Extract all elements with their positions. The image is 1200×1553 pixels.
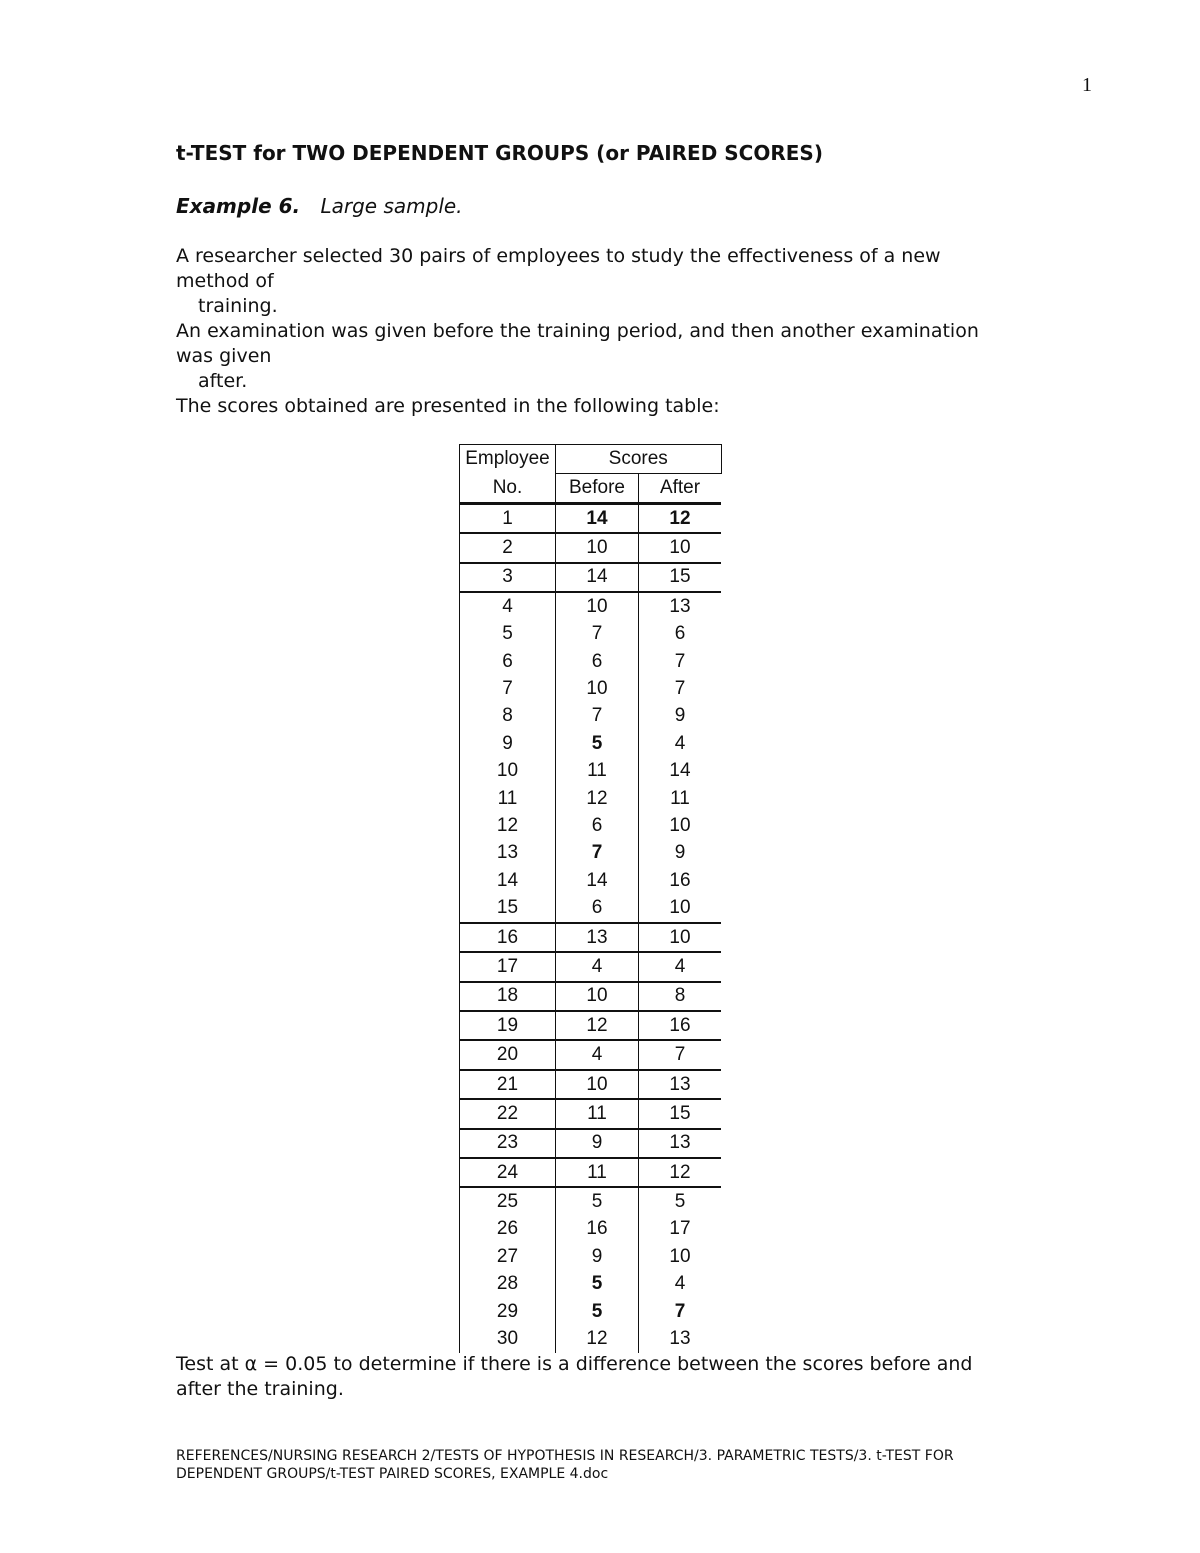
employee-no-cell: 29 — [460, 1298, 556, 1325]
before-score-cell: 9 — [556, 1243, 639, 1270]
table-row — [460, 703, 722, 730]
intro-line: after. — [198, 370, 248, 392]
after-score-cell: 10 — [639, 812, 722, 839]
header-employee: Employee — [460, 445, 556, 474]
employee-no-cell: 2 — [460, 533, 556, 562]
after-score-cell: 4 — [639, 952, 722, 981]
before-score-cell: 10 — [556, 592, 639, 620]
table-row — [460, 1011, 722, 1040]
before-score-cell: 14 — [556, 563, 639, 592]
after-score-cell: 4 — [639, 730, 722, 757]
table-row — [460, 592, 722, 620]
table-row — [460, 730, 722, 757]
before-score-cell: 7 — [556, 840, 639, 867]
employee-no-cell: 18 — [460, 982, 556, 1011]
table-row — [460, 1158, 722, 1187]
before-score-cell: 11 — [556, 1158, 639, 1187]
after-score-cell: 16 — [639, 867, 722, 894]
employee-no-cell: 23 — [460, 1129, 556, 1158]
after-score-cell: 5 — [639, 1187, 722, 1215]
after-score-cell: 11 — [639, 785, 722, 812]
after-score-cell: 13 — [639, 1325, 722, 1352]
before-score-cell: 10 — [556, 982, 639, 1011]
employee-no-cell: 30 — [460, 1325, 556, 1352]
intro-line: method of — [176, 270, 274, 292]
before-score-cell: 6 — [556, 648, 639, 675]
employee-no-cell: 6 — [460, 648, 556, 675]
page-title: t-TEST for TWO DEPENDENT GROUPS (or PAIRED SCORES) — [176, 141, 823, 165]
table-row — [460, 1187, 722, 1215]
employee-no-cell: 9 — [460, 730, 556, 757]
employee-no-cell: 5 — [460, 621, 556, 648]
after-score-cell: 4 — [639, 1271, 722, 1298]
after-score-cell: 10 — [639, 1243, 722, 1270]
footer-path — [176, 1447, 1076, 1483]
employee-no-cell: 19 — [460, 1011, 556, 1040]
before-score-cell: 5 — [556, 730, 639, 757]
after-score-cell: 9 — [639, 840, 722, 867]
table-row — [460, 812, 722, 839]
after-score-cell: 7 — [639, 1298, 722, 1325]
table-row — [460, 758, 722, 785]
employee-no-cell: 7 — [460, 675, 556, 702]
before-score-cell: 16 — [556, 1216, 639, 1243]
employee-no-cell: 12 — [460, 812, 556, 839]
after-score-cell: 13 — [639, 1129, 722, 1158]
intro-line: training. — [198, 295, 278, 317]
after-score-cell: 7 — [639, 675, 722, 702]
table-row — [460, 982, 722, 1011]
table-row — [460, 1243, 722, 1270]
employee-no-cell: 4 — [460, 592, 556, 620]
example-heading — [176, 194, 463, 218]
before-score-cell: 6 — [556, 812, 639, 839]
before-score-cell: 5 — [556, 1271, 639, 1298]
after-score-cell: 15 — [639, 1099, 722, 1128]
footer-line: DEPENDENT GROUPS/t-TEST PAIRED SCORES, EXAMPLE 4.doc — [176, 1466, 609, 1482]
example-label: Example 6. — [176, 194, 301, 218]
header-before: Before — [556, 474, 639, 504]
employee-no-cell: 25 — [460, 1187, 556, 1215]
employee-no-cell: 15 — [460, 894, 556, 922]
employee-no-cell: 24 — [460, 1158, 556, 1187]
table-row — [460, 1040, 722, 1069]
table-row — [460, 1325, 722, 1352]
before-score-cell: 5 — [556, 1298, 639, 1325]
employee-no-cell: 1 — [460, 504, 556, 534]
before-score-cell: 7 — [556, 621, 639, 648]
employee-no-cell: 3 — [460, 563, 556, 592]
table-row — [460, 1070, 722, 1099]
before-score-cell: 11 — [556, 1099, 639, 1128]
table-row — [460, 533, 722, 562]
example-subtitle: Large sample. — [320, 194, 463, 218]
table-row — [460, 952, 722, 981]
after-score-cell: 17 — [639, 1216, 722, 1243]
employee-no-cell: 26 — [460, 1216, 556, 1243]
table-row — [460, 1271, 722, 1298]
question-paragraph — [176, 1352, 1096, 1402]
after-score-cell: 14 — [639, 758, 722, 785]
header-after: After — [639, 474, 722, 504]
after-score-cell: 12 — [639, 1158, 722, 1187]
after-score-cell: 9 — [639, 703, 722, 730]
employee-no-cell: 13 — [460, 840, 556, 867]
table-row — [460, 1129, 722, 1158]
intro-line: was given — [176, 345, 272, 367]
intro-line: The scores obtained are presented in the following table: — [176, 395, 720, 417]
before-score-cell: 10 — [556, 675, 639, 702]
employee-no-cell: 10 — [460, 758, 556, 785]
after-score-cell: 10 — [639, 923, 722, 952]
table-row — [460, 675, 722, 702]
employee-no-cell: 17 — [460, 952, 556, 981]
table-row — [460, 894, 722, 922]
question-line: after the training. — [176, 1378, 344, 1400]
after-score-cell: 10 — [639, 894, 722, 922]
after-score-cell: 6 — [639, 621, 722, 648]
before-score-cell: 10 — [556, 1070, 639, 1099]
after-score-cell: 8 — [639, 982, 722, 1011]
before-score-cell: 14 — [556, 504, 639, 534]
after-score-cell: 13 — [639, 1070, 722, 1099]
header-no: No. — [460, 474, 556, 504]
intro-paragraph — [176, 244, 1096, 419]
table-row — [460, 867, 722, 894]
before-score-cell: 4 — [556, 952, 639, 981]
table-row — [460, 1099, 722, 1128]
table-row — [460, 504, 722, 534]
before-score-cell: 5 — [556, 1187, 639, 1215]
scores-table — [459, 444, 722, 1353]
after-score-cell: 13 — [639, 592, 722, 620]
before-score-cell: 10 — [556, 533, 639, 562]
employee-no-cell: 21 — [460, 1070, 556, 1099]
before-score-cell: 6 — [556, 894, 639, 922]
page-number: 1 — [1082, 74, 1092, 96]
after-score-cell: 15 — [639, 563, 722, 592]
after-score-cell: 7 — [639, 648, 722, 675]
employee-no-cell: 27 — [460, 1243, 556, 1270]
employee-no-cell: 22 — [460, 1099, 556, 1128]
table-row — [460, 563, 722, 592]
after-score-cell: 7 — [639, 1040, 722, 1069]
employee-no-cell: 16 — [460, 923, 556, 952]
after-score-cell: 12 — [639, 504, 722, 534]
intro-line: A researcher selected 30 pairs of employees to study the effectiveness of a new — [176, 245, 941, 267]
before-score-cell: 4 — [556, 1040, 639, 1069]
after-score-cell: 16 — [639, 1011, 722, 1040]
table-row — [460, 840, 722, 867]
intro-line: An examination was given before the training period, and then another examination — [176, 320, 979, 342]
employee-no-cell: 8 — [460, 703, 556, 730]
table-row — [460, 785, 722, 812]
table-row — [460, 1216, 722, 1243]
before-score-cell: 12 — [556, 785, 639, 812]
before-score-cell: 14 — [556, 867, 639, 894]
footer-line: REFERENCES/NURSING RESEARCH 2/TESTS OF HYPOTHESIS IN RESEARCH/3. PARAMETRIC TESTS/3. t-TEST FOR — [176, 1448, 954, 1464]
before-score-cell: 13 — [556, 923, 639, 952]
table-row — [460, 923, 722, 952]
employee-no-cell: 11 — [460, 785, 556, 812]
before-score-cell: 12 — [556, 1325, 639, 1352]
header-scores: Scores — [556, 445, 722, 474]
before-score-cell: 7 — [556, 703, 639, 730]
before-score-cell: 9 — [556, 1129, 639, 1158]
question-line: Test at α = 0.05 to determine if there is a difference between the scores before and — [176, 1353, 973, 1375]
table-row — [460, 648, 722, 675]
table-row — [460, 621, 722, 648]
before-score-cell: 12 — [556, 1011, 639, 1040]
table-row — [460, 1298, 722, 1325]
table-header-row — [460, 445, 722, 474]
before-score-cell: 11 — [556, 758, 639, 785]
employee-no-cell: 14 — [460, 867, 556, 894]
employee-no-cell: 28 — [460, 1271, 556, 1298]
employee-no-cell: 20 — [460, 1040, 556, 1069]
table-header-row — [460, 474, 722, 504]
after-score-cell: 10 — [639, 533, 722, 562]
